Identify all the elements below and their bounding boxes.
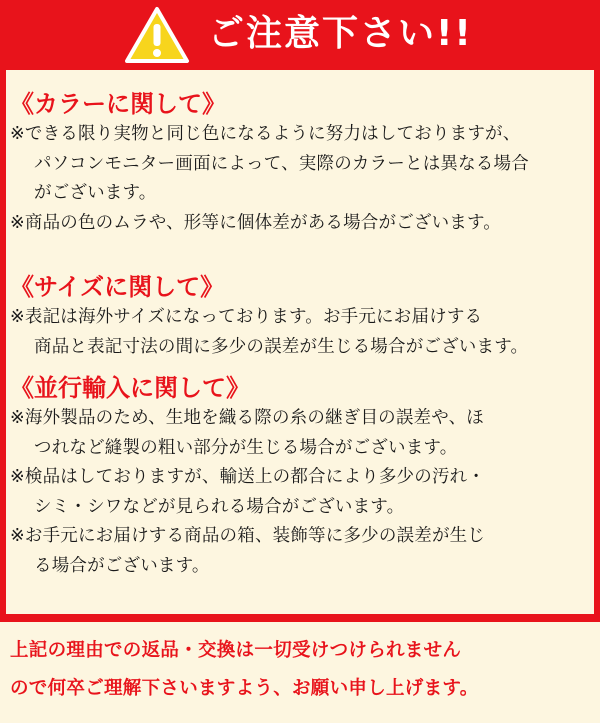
header-title: ご注意下さい!! bbox=[208, 13, 473, 54]
notice-line: ※商品の色のムラや、形等に個体差がある場合がございます。 bbox=[10, 212, 502, 233]
section-title-color: 《カラーに関して》 bbox=[10, 90, 226, 118]
notice-line: ※検品はしておりますが、輸送上の都合により多少の汚れ・ bbox=[10, 467, 486, 487]
size-section bbox=[10, 271, 590, 362]
notice-line: ※海外製品のため、生地を織る際の糸の継ぎ目の誤差や、ほ bbox=[10, 408, 485, 428]
notice-line: 商品と表記寸法の間に多少の誤差が生じる場合がございます。 bbox=[34, 336, 529, 357]
notice-line: パソコンモニター画面によって、実際のカラーとは異なる場合 bbox=[34, 153, 529, 174]
color-section bbox=[10, 88, 590, 238]
footer-panel bbox=[0, 622, 600, 723]
notice-line: がございます。 bbox=[34, 183, 157, 203]
notice-line: る場合がございます。 bbox=[34, 555, 210, 576]
notice-line: シミ・シワなどが見られる場合がございます。 bbox=[34, 496, 405, 517]
section-title-size: 《サイズに関して》 bbox=[10, 273, 225, 301]
footer-line-1: 上記の理由での返品・交換は一切受けつけられません bbox=[10, 640, 462, 661]
notice-line: ※お手元にお届けする商品の箱、装飾等に多少の誤差が生じ bbox=[10, 526, 486, 546]
import-section bbox=[10, 372, 590, 581]
footer-line-2: ので何卒ご理解下さいますよう、お願い申し上げます。 bbox=[10, 678, 479, 699]
notice-line: つれなど縫製の粗い部分が生じる場合がございます。 bbox=[34, 437, 458, 458]
notice-line: ※できる限り実物と同じ色になるように努力はしておりますが、 bbox=[10, 124, 521, 144]
section-title-import: 《並行輸入に関して》 bbox=[10, 374, 250, 402]
header-bar bbox=[0, 0, 600, 70]
warning-icon bbox=[124, 6, 190, 64]
notice-line: ※表記は海外サイズになっております。お手元にお届けする bbox=[10, 307, 483, 327]
